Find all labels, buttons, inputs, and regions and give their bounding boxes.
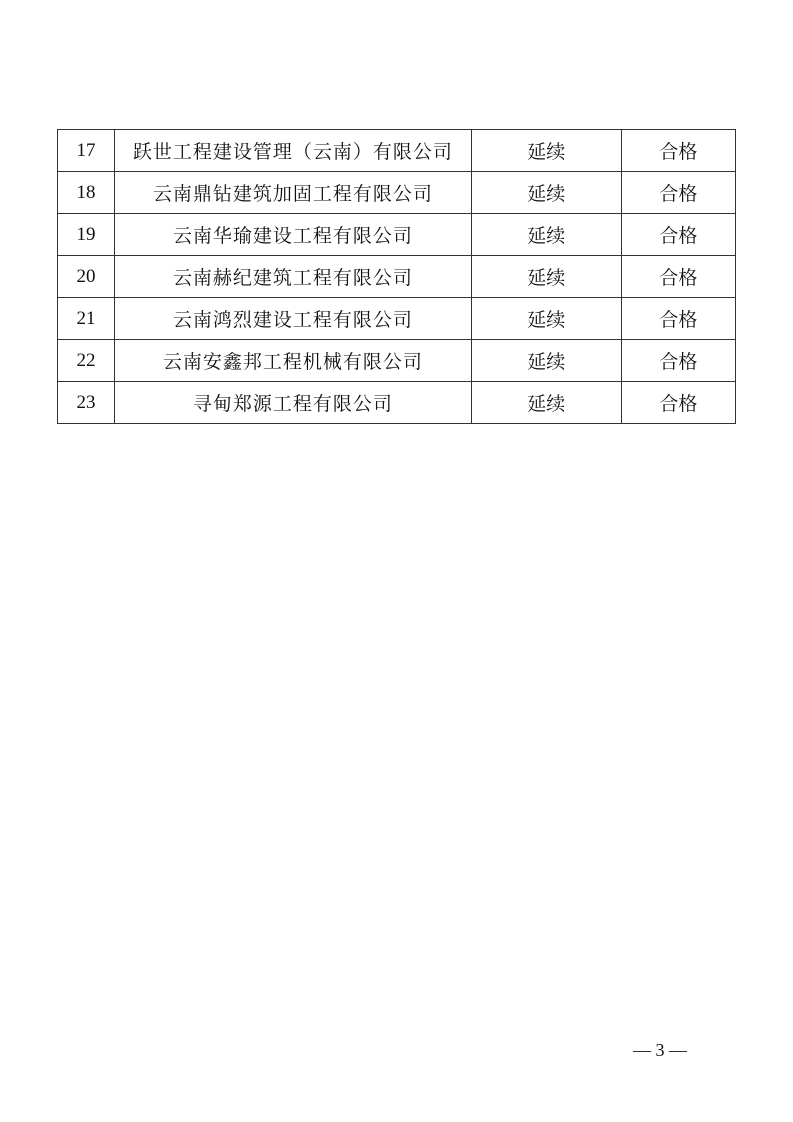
review-result: 合格 xyxy=(621,298,735,340)
company-name: 云南华瑜建设工程有限公司 xyxy=(115,214,472,256)
row-number: 23 xyxy=(58,382,115,424)
company-name: 云南鼎钻建筑加固工程有限公司 xyxy=(115,172,472,214)
review-result: 合格 xyxy=(621,340,735,382)
row-number: 22 xyxy=(58,340,115,382)
review-result: 合格 xyxy=(621,172,735,214)
review-result: 合格 xyxy=(621,130,735,172)
table-row xyxy=(58,340,736,382)
table-row xyxy=(58,172,736,214)
table-row xyxy=(58,256,736,298)
company-name: 云南安鑫邦工程机械有限公司 xyxy=(115,340,472,382)
review-result: 合格 xyxy=(621,214,735,256)
application-type: 延续 xyxy=(471,256,621,298)
results-table xyxy=(57,129,736,424)
company-name: 寻甸郑源工程有限公司 xyxy=(115,382,472,424)
application-type: 延续 xyxy=(471,298,621,340)
row-number: 19 xyxy=(58,214,115,256)
review-result: 合格 xyxy=(621,382,735,424)
row-number: 20 xyxy=(58,256,115,298)
application-type: 延续 xyxy=(471,130,621,172)
application-type: 延续 xyxy=(471,340,621,382)
table-row xyxy=(58,382,736,424)
review-result: 合格 xyxy=(621,256,735,298)
row-number: 18 xyxy=(58,172,115,214)
company-name: 跃世工程建设管理（云南）有限公司 xyxy=(115,130,472,172)
company-name: 云南鸿烈建设工程有限公司 xyxy=(115,298,472,340)
application-type: 延续 xyxy=(471,214,621,256)
company-name: 云南赫纪建筑工程有限公司 xyxy=(115,256,472,298)
page-number: — 3 — xyxy=(633,1040,687,1060)
row-number: 21 xyxy=(58,298,115,340)
row-number: 17 xyxy=(58,130,115,172)
table-row xyxy=(58,298,736,340)
application-type: 延续 xyxy=(471,382,621,424)
table-row xyxy=(58,130,736,172)
application-type: 延续 xyxy=(471,172,621,214)
table-row xyxy=(58,214,736,256)
